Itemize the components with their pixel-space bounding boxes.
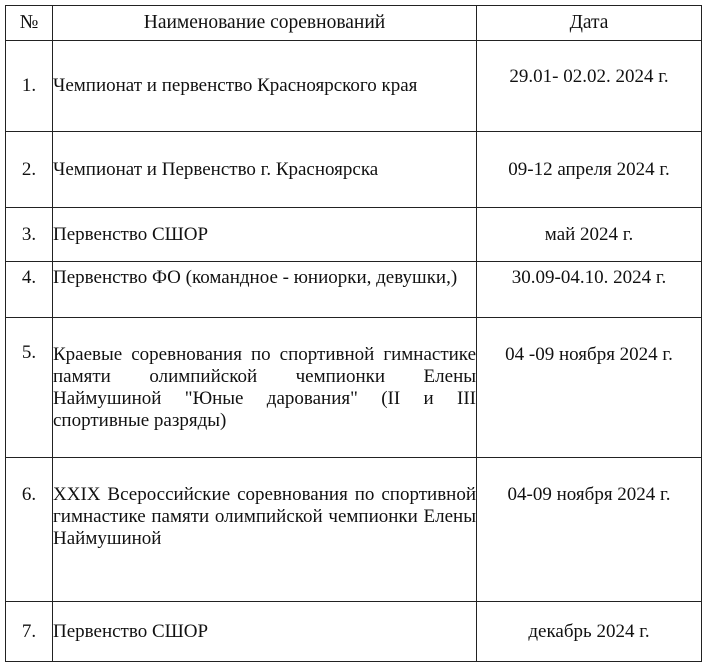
row-date: 30.09-04.10. 2024 г. xyxy=(477,262,702,318)
row-name: Чемпионат и первенство Красноярского края xyxy=(53,41,477,132)
table-row xyxy=(6,458,702,602)
table-row xyxy=(6,262,702,318)
table-row xyxy=(6,208,702,262)
header-date: Дата xyxy=(477,6,702,41)
row-num: 4. xyxy=(6,262,53,318)
row-num: 2. xyxy=(6,132,53,208)
competitions-table xyxy=(5,5,702,662)
table-row xyxy=(6,41,702,132)
table-row xyxy=(6,602,702,662)
row-name: Первенство СШОР xyxy=(53,602,477,662)
row-date: май 2024 г. xyxy=(477,208,702,262)
row-num: 6. xyxy=(6,458,53,602)
header-num: № xyxy=(6,6,53,41)
row-name: Первенство СШОР xyxy=(53,208,477,262)
row-date: 04 -09 ноября 2024 г. xyxy=(477,318,702,458)
header-name: Наименование соревнований xyxy=(53,6,477,41)
row-name: Краевые соревнования по спортивной гимнастике памяти олимпийской чемпионки Елены Наймушиной "Юные дарования" (II и III спортивные разряды) xyxy=(53,318,477,458)
row-name: Первенство ФО (командное - юниорки, девушки,) xyxy=(53,262,477,318)
row-date: 09-12 апреля 2024 г. xyxy=(477,132,702,208)
row-num: 7. xyxy=(6,602,53,662)
row-num: 3. xyxy=(6,208,53,262)
row-date: 29.01- 02.02. 2024 г. xyxy=(477,41,702,132)
row-name: Чемпионат и Первенство г. Красноярска xyxy=(53,132,477,208)
table-row xyxy=(6,318,702,458)
row-date: 04-09 ноября 2024 г. xyxy=(477,458,702,602)
row-num: 1. xyxy=(6,41,53,132)
row-num: 5. xyxy=(6,318,53,458)
row-name: XXIX Всероссийские соревнования по спортивной гимнастике памяти олимпийской чемпионки Елены Наймушиной xyxy=(53,458,477,602)
table-row xyxy=(6,132,702,208)
row-date: декабрь 2024 г. xyxy=(477,602,702,662)
table-header-row xyxy=(6,6,702,41)
